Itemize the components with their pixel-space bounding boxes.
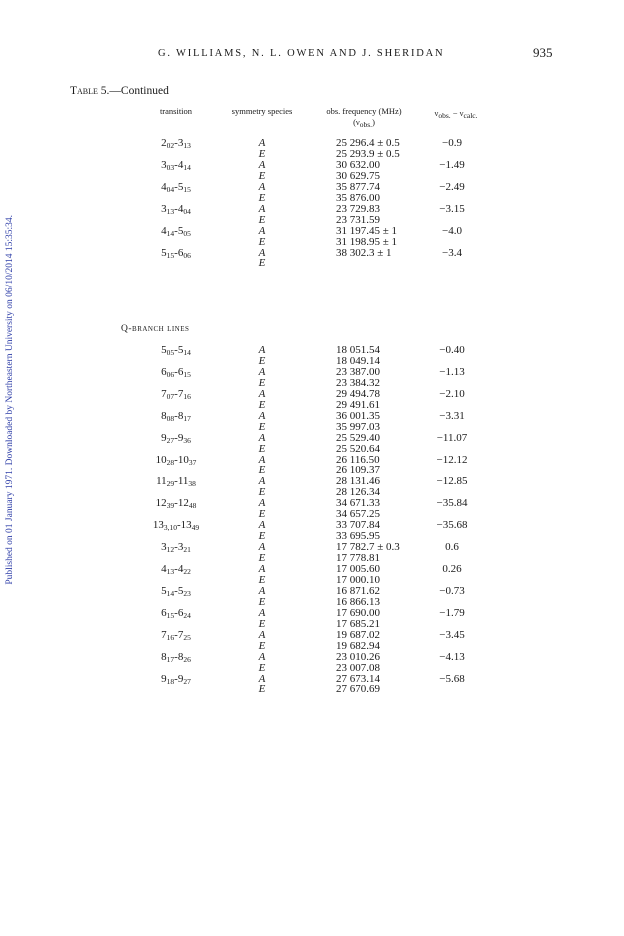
symmetry-cell: A bbox=[258, 365, 266, 378]
transition-lower-k: 03 bbox=[166, 162, 175, 172]
transition-lower-j: 9 bbox=[161, 672, 167, 685]
difference-cell: −4.0 bbox=[442, 224, 462, 237]
difference-cell: −1.49 bbox=[439, 158, 465, 171]
transition-lower-k: 16 bbox=[166, 632, 175, 642]
transition-lower-j: 4 bbox=[161, 563, 167, 575]
transition-upper-j: -9 bbox=[174, 672, 184, 685]
transition-lower-j: 7 bbox=[161, 387, 167, 400]
frequency-cell: 17 685.21 bbox=[336, 617, 380, 630]
transition-upper-j: -8 bbox=[174, 650, 184, 663]
symmetry-cell: A bbox=[258, 180, 266, 193]
table-row bbox=[0, 683, 624, 695]
symmetry-cell: A bbox=[258, 246, 266, 259]
transition-lower-j: 5 bbox=[161, 246, 167, 259]
difference-cell: −3.31 bbox=[439, 409, 465, 422]
transition-upper-j: -6 bbox=[174, 606, 184, 619]
symmetry-cell: E bbox=[258, 191, 266, 204]
symmetry-cell: A bbox=[258, 497, 266, 510]
transition-upper-k: 38 bbox=[188, 479, 196, 489]
frequency-cell: 38 302.3 ± 1 bbox=[336, 246, 392, 259]
nu-subscript: obs. bbox=[359, 120, 373, 129]
transition-upper-k: 24 bbox=[183, 610, 191, 620]
frequency-cell: 27 673.14 bbox=[336, 672, 380, 685]
transition-upper-k: 05 bbox=[183, 228, 191, 238]
table-caption bbox=[70, 85, 169, 97]
difference-cell: −1.13 bbox=[439, 365, 465, 378]
transition-lower-j: 9 bbox=[161, 431, 167, 444]
difference-cell: −12.12 bbox=[436, 453, 468, 466]
transition-lower-k: 02 bbox=[166, 141, 175, 150]
transition-upper-j: -13 bbox=[176, 519, 192, 532]
transition-lower-k: 12 bbox=[166, 545, 175, 555]
transition-lower-k: 04 bbox=[166, 184, 175, 194]
frequency-cell: 25 296.4 ± 0.5 bbox=[336, 137, 400, 149]
transition-lower-j: 2 bbox=[161, 137, 167, 149]
download-watermark-text: Published on 01 January 1971. Downloaded by Northeastern University on 06/10/2014 15:35:34. bbox=[5, 215, 15, 585]
symmetry-cell: A bbox=[258, 606, 266, 619]
difference-cell: −5.68 bbox=[439, 672, 465, 685]
transition-upper-k: 15 bbox=[183, 369, 191, 379]
frequency-cell: 31 198.95 ± 1 bbox=[336, 235, 398, 248]
difference-cell: −0.40 bbox=[439, 344, 465, 356]
symmetry-cell: E bbox=[258, 661, 266, 674]
transition-lower-j: 8 bbox=[161, 650, 167, 663]
transition-upper-j: -7 bbox=[174, 387, 184, 400]
symmetry-cell: A bbox=[258, 409, 266, 422]
transition-upper-j: -11 bbox=[174, 475, 189, 488]
transition-upper-j: -9 bbox=[174, 431, 184, 444]
difference-cell: −35.68 bbox=[436, 519, 468, 532]
transition-upper-k: 36 bbox=[183, 435, 191, 445]
transition-upper-j: -4 bbox=[174, 563, 184, 575]
transition-upper-k: 06 bbox=[183, 250, 191, 260]
transition-upper-k: 27 bbox=[183, 676, 191, 686]
transition-lower-k: 18 bbox=[166, 676, 175, 686]
symmetry-cell: A bbox=[258, 563, 266, 575]
symmetry-cell: A bbox=[258, 202, 266, 215]
symmetry-cell: A bbox=[258, 158, 266, 171]
transition-upper-k: 15 bbox=[183, 184, 191, 194]
column-header-symmetry: symmetry species bbox=[231, 106, 293, 116]
frequency-cell: 35 997.03 bbox=[336, 420, 380, 433]
frequency-cell: 29 494.78 bbox=[336, 387, 380, 400]
symmetry-cell: A bbox=[258, 672, 266, 685]
frequency-cell: 17 005.60 bbox=[336, 563, 380, 575]
page-number: 935 bbox=[533, 45, 553, 60]
difference-cell: −3.4 bbox=[442, 246, 462, 259]
frequency-cell: 26 109.37 bbox=[336, 464, 380, 477]
frequency-cell: 30 629.75 bbox=[336, 169, 380, 182]
symmetry-cell: E bbox=[258, 595, 266, 608]
symmetry-cell: E bbox=[258, 442, 266, 455]
transition-upper-j: -12 bbox=[174, 497, 189, 510]
transition-lower-j: 12 bbox=[155, 497, 167, 510]
symmetry-cell: E bbox=[258, 257, 266, 270]
frequency-cell: 23 387.00 bbox=[336, 365, 380, 378]
transition-lower-k: 15 bbox=[166, 610, 175, 620]
frequency-cell: 17 690.00 bbox=[336, 606, 380, 619]
frequency-cell: 18 051.54 bbox=[336, 344, 380, 356]
q-branch-heading: Q-branch lines bbox=[121, 324, 190, 334]
symmetry-cell: E bbox=[258, 508, 266, 521]
transition-lower-k: 15 bbox=[166, 250, 175, 260]
symmetry-cell: E bbox=[258, 398, 266, 411]
transition-upper-k: 23 bbox=[183, 588, 191, 598]
frequency-cell: 34 671.33 bbox=[336, 497, 380, 510]
symmetry-cell: A bbox=[258, 387, 266, 400]
frequency-cell: 25 529.40 bbox=[336, 431, 380, 444]
frequency-cell: 31 197.45 ± 1 bbox=[336, 224, 398, 237]
transition-lower-k: 14 bbox=[166, 588, 175, 598]
symmetry-cell: E bbox=[258, 486, 266, 499]
symmetry-cell: A bbox=[258, 344, 266, 356]
transition-lower-j: 13 bbox=[152, 519, 164, 532]
transition-lower-j: 3 bbox=[161, 158, 167, 171]
frequency-cell: 26 116.50 bbox=[336, 453, 380, 466]
transition-upper-j: -3 bbox=[174, 541, 184, 554]
transition-upper-k: 49 bbox=[191, 523, 200, 533]
transition-lower-j: 5 bbox=[161, 584, 167, 597]
transition-lower-j: 8 bbox=[161, 409, 167, 422]
transition-upper-j: -5 bbox=[174, 584, 184, 597]
symmetry-cell: A bbox=[258, 628, 266, 641]
symmetry-cell: E bbox=[258, 552, 266, 565]
transition-upper-k: 17 bbox=[183, 413, 191, 423]
transition-upper-j: -10 bbox=[174, 453, 189, 466]
running-head: G. WILLIAMS, N. L. OWEN AND J. SHERIDAN bbox=[158, 48, 445, 59]
frequency-cell: 25 293.9 ± 0.5 bbox=[336, 147, 400, 160]
difference-cell: −3.45 bbox=[439, 628, 465, 641]
paren-close: ) bbox=[372, 117, 375, 127]
transition-lower-k: 05 bbox=[166, 348, 175, 357]
difference-cell: −11.07 bbox=[436, 431, 468, 444]
transition-upper-j: -4 bbox=[174, 202, 184, 215]
transition-lower-k: 13 bbox=[166, 567, 175, 576]
difference-cell: −2.49 bbox=[439, 180, 465, 193]
frequency-cell: 16 866.13 bbox=[336, 595, 380, 608]
transition-lower-j: 4 bbox=[161, 224, 167, 237]
transition-upper-j: -6 bbox=[174, 365, 184, 378]
frequency-cell: 17 778.81 bbox=[336, 552, 380, 565]
transition-upper-j: -5 bbox=[174, 180, 184, 193]
transition-lower-k: 29 bbox=[166, 479, 175, 489]
transition-lower-j: 6 bbox=[161, 365, 167, 378]
difference-cell: −2.10 bbox=[439, 387, 465, 400]
frequency-cell: 23 010.26 bbox=[336, 650, 380, 663]
transition-lower-j: 11 bbox=[156, 475, 167, 488]
frequency-cell: 27 670.69 bbox=[336, 683, 380, 696]
symmetry-cell: E bbox=[258, 376, 266, 389]
nu-obs-symbol: ν bbox=[434, 108, 439, 118]
transition-upper-k: 26 bbox=[183, 654, 191, 664]
transition-upper-j: -4 bbox=[174, 158, 184, 171]
transition-upper-j: -6 bbox=[174, 246, 184, 259]
frequency-cell: 16 871.62 bbox=[336, 584, 380, 597]
symmetry-cell: E bbox=[258, 573, 266, 586]
frequency-cell: 23 729.83 bbox=[336, 202, 380, 215]
transition-upper-k: 25 bbox=[183, 632, 191, 642]
frequency-cell: 36 001.35 bbox=[336, 409, 380, 422]
transition-lower-k: 27 bbox=[166, 435, 175, 445]
transition-lower-k: 06 bbox=[166, 369, 175, 379]
transition-upper-j: -5 bbox=[174, 224, 184, 237]
nu-calc-symbol: − ν bbox=[450, 108, 464, 118]
frequency-cell: 33 707.84 bbox=[336, 519, 380, 532]
column-header-frequency bbox=[312, 106, 416, 130]
difference-cell: −0.73 bbox=[439, 584, 465, 597]
table-caption-label: Table bbox=[70, 85, 98, 97]
frequency-cell: 33 695.95 bbox=[336, 530, 380, 543]
symmetry-cell: E bbox=[258, 420, 266, 433]
difference-cell: −3.15 bbox=[439, 202, 465, 215]
symmetry-cell: A bbox=[258, 224, 266, 237]
transition-lower-j: 7 bbox=[161, 628, 167, 641]
table-caption-rest: 5.—Continued bbox=[97, 85, 169, 97]
frequency-cell: 19 682.94 bbox=[336, 639, 380, 652]
table-row bbox=[0, 257, 624, 269]
symmetry-cell: E bbox=[258, 639, 266, 652]
transition-upper-j: -8 bbox=[174, 409, 184, 422]
transition-upper-k: 14 bbox=[183, 162, 191, 172]
nu-symbol: (ν bbox=[353, 117, 360, 127]
symmetry-cell: A bbox=[258, 650, 266, 663]
transition-lower-k: 28 bbox=[166, 457, 175, 467]
transition-upper-k: 14 bbox=[183, 348, 191, 357]
symmetry-cell: E bbox=[258, 464, 266, 477]
transition-upper-j: -5 bbox=[174, 344, 184, 356]
transition-lower-k: 3,10 bbox=[163, 523, 177, 533]
frequency-cell: 28 131.46 bbox=[336, 475, 380, 488]
transition-lower-j: 6 bbox=[161, 606, 167, 619]
transition-upper-k: 21 bbox=[183, 545, 191, 555]
frequency-cell: 25 520.64 bbox=[336, 442, 380, 455]
transition-upper-j: -3 bbox=[174, 137, 184, 149]
calc-subscript: calc. bbox=[463, 111, 478, 120]
transition-upper-k: 37 bbox=[188, 457, 197, 467]
frequency-cell: 23 731.59 bbox=[336, 213, 380, 226]
frequency-cell: 35 877.74 bbox=[336, 180, 380, 193]
transition-upper-k: 22 bbox=[183, 567, 191, 576]
symmetry-cell: A bbox=[258, 431, 266, 444]
transition-lower-j: 3 bbox=[161, 541, 167, 554]
symmetry-cell: E bbox=[258, 530, 266, 543]
column-header-transition: transition bbox=[159, 106, 193, 116]
transition-lower-k: 08 bbox=[166, 413, 175, 423]
frequency-cell: 35 876.00 bbox=[336, 191, 380, 204]
symmetry-cell: E bbox=[258, 147, 266, 160]
transition-lower-j: 10 bbox=[155, 453, 167, 466]
column-header-frequency-line1: obs. frequency (MHz) bbox=[326, 106, 402, 116]
symmetry-cell: E bbox=[258, 683, 266, 696]
symmetry-cell: E bbox=[258, 617, 266, 630]
symmetry-cell: A bbox=[258, 475, 266, 488]
obs-subscript: obs. bbox=[438, 111, 451, 120]
transition-upper-k: 48 bbox=[188, 501, 197, 511]
transition-upper-k: 04 bbox=[183, 206, 191, 216]
symmetry-cell: E bbox=[258, 235, 266, 248]
column-header-difference bbox=[424, 108, 488, 121]
symmetry-cell: A bbox=[258, 519, 266, 532]
symmetry-cell: E bbox=[258, 354, 266, 367]
difference-cell: −1.79 bbox=[439, 606, 465, 619]
transition-lower-k: 07 bbox=[166, 391, 175, 401]
symmetry-cell: E bbox=[258, 169, 266, 182]
symmetry-cell: A bbox=[258, 137, 266, 149]
transition-upper-j: -7 bbox=[174, 628, 184, 641]
frequency-cell: 23 007.08 bbox=[336, 661, 380, 674]
frequency-cell: 29 491.61 bbox=[336, 398, 380, 411]
frequency-cell: 19 687.02 bbox=[336, 628, 380, 641]
frequency-cell: 17 782.7 ± 0.3 bbox=[336, 541, 400, 554]
frequency-cell: 28 126.34 bbox=[336, 486, 380, 499]
transition-lower-k: 14 bbox=[166, 228, 175, 238]
difference-cell: −12.85 bbox=[436, 475, 468, 488]
symmetry-cell: A bbox=[258, 584, 266, 597]
difference-cell: 0.6 bbox=[445, 541, 459, 554]
transition-lower-j: 4 bbox=[161, 180, 167, 193]
difference-cell: −0.9 bbox=[442, 137, 462, 149]
transition-upper-k: 13 bbox=[183, 141, 191, 150]
transition-lower-k: 17 bbox=[166, 654, 175, 664]
difference-cell: 0.26 bbox=[442, 563, 462, 575]
symmetry-cell: A bbox=[258, 453, 266, 466]
transition-lower-j: 5 bbox=[161, 344, 167, 356]
difference-cell: −35.84 bbox=[436, 497, 468, 510]
frequency-cell: 30 632.00 bbox=[336, 158, 380, 171]
frequency-cell: 18 049.14 bbox=[336, 354, 380, 367]
frequency-cell: 17 000.10 bbox=[336, 573, 380, 586]
symmetry-cell: E bbox=[258, 213, 266, 226]
frequency-cell: 34 657.25 bbox=[336, 508, 380, 521]
symmetry-cell: A bbox=[258, 541, 266, 554]
transition-lower-k: 13 bbox=[166, 206, 175, 216]
transition-lower-k: 39 bbox=[166, 501, 175, 511]
column-header-frequency-line2 bbox=[312, 117, 416, 130]
difference-cell: −4.13 bbox=[439, 650, 465, 663]
frequency-cell: 23 384.32 bbox=[336, 376, 380, 389]
transition-upper-k: 16 bbox=[183, 391, 191, 401]
transition-lower-j: 3 bbox=[161, 202, 167, 215]
